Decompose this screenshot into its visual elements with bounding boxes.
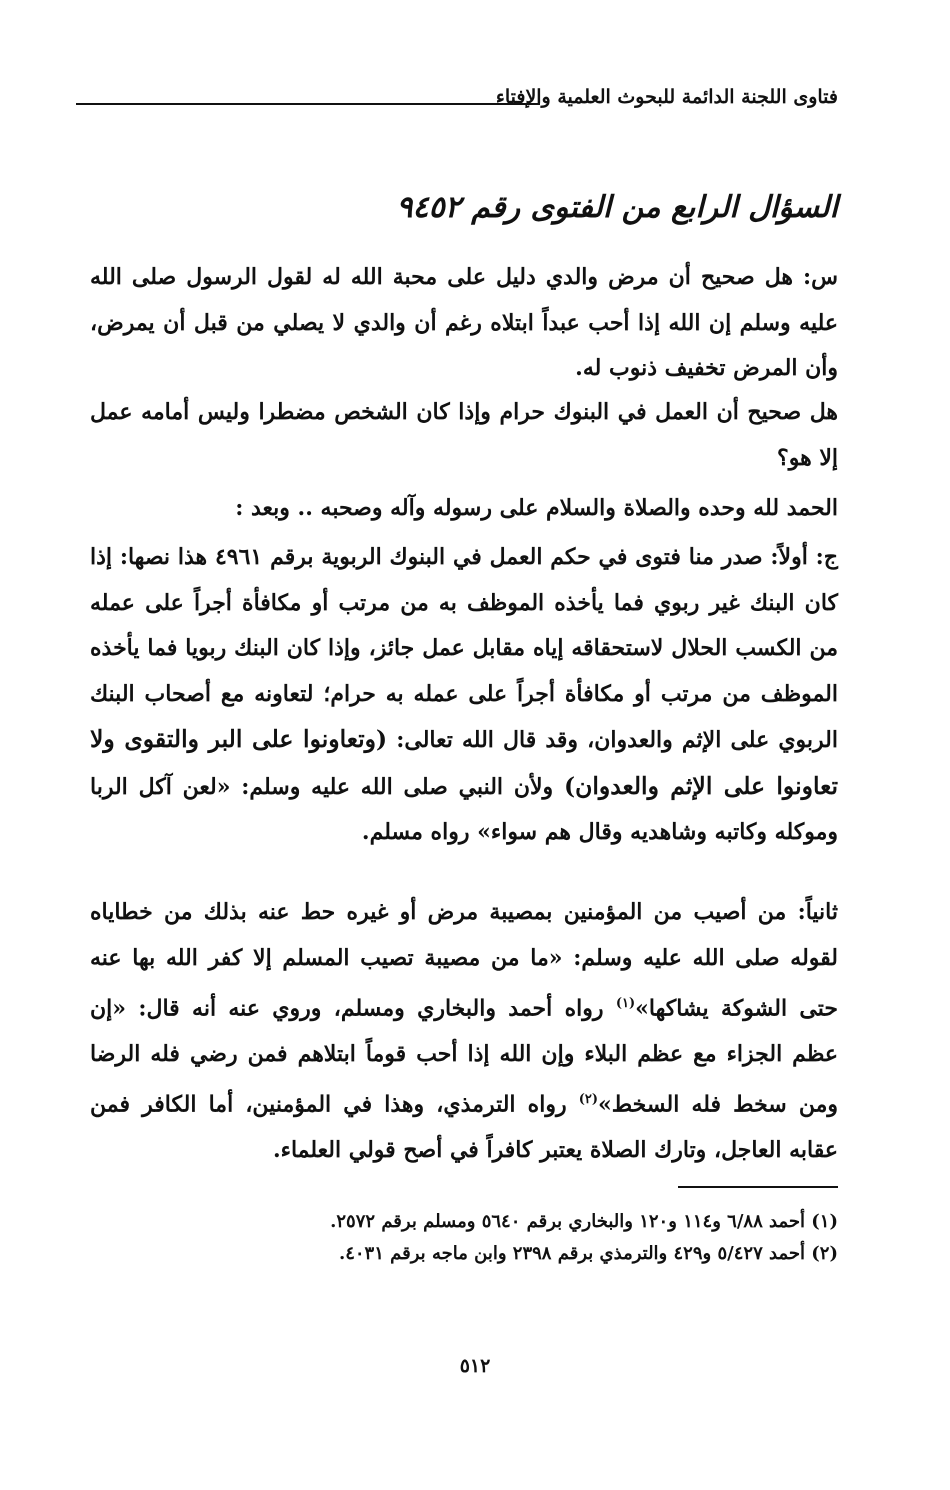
answer-second-text-continued: رواه أحمد والبخاري ومسلم، وروي عنه أنه قال: «إن عظم الجزاء مع عظم البلاء وإن الله إذا أحب قوماً ابتلاهم فمن رضي فله الرضا ومن سخط فله السخط»	[90, 995, 838, 1118]
answer-first-paragraph	[90, 535, 838, 856]
answer-second-text: ثانياً: من أصيب من المؤمنين بمصيبة مرض أو غيره حط عنه بذلك من خطاياه لقوله صلى الله عليه وسلم: «ما من مصيبة تصيب المسلم إلا كفر الله بها عنه حتى الشوكة يشاكها»	[90, 899, 838, 1022]
section-heading: السؤال الرابع من الفتوى رقم ٩٤٥٢	[396, 190, 838, 225]
footnote-ref-2: (٢)	[578, 1092, 599, 1108]
footnote-ref-1: (١)	[615, 996, 636, 1011]
answer-second-paragraph	[90, 890, 838, 1174]
answer-first-text: ج: أولاً: صدر منا فتوى في حكم العمل في البنوك الربوية برقم ٤٩٦١ هذا نصها: إذا كان البنك غير ربوي فما يأخذه الموظف به من مرتب أو مكافأة أجراً على عمله من الكسب الحلال لاستحقاقه إياه مقابل عمل جائز، وإذا كان البنك ربويا فما يأخذه الموظف من مرتب أو مكافأة أجراً على عمله به حرام؛ لتعاونه مع أصحاب البنك الربوي على الإثم والعدوان، وقد قال الله تعالى:	[90, 544, 839, 753]
header-rule	[76, 103, 540, 105]
question-paragraph-1: س: هل صحيح أن مرض والدي دليل على محبة الله له لقول الرسول صلى الله عليه وسلم إن الله إذا أحب عبداً ابتلاه رغم أن والدي لا يصلي من قبل أن يمرض، وأن المرض تخفيف ذنوب له.	[90, 264, 838, 381]
quran-verse: (وتعاونوا على البر والتقوى ولا تعاونوا على الإثم والعدوان)	[90, 725, 838, 800]
answer-first-text-continued: ولأن النبي صلى الله عليه وسلم: «لعن آكل الربا وموكله وكاتبه وشاهديه وقال هم سواء» رواه مسلم.	[90, 773, 838, 845]
answer-opening: الحمد لله وحده والصلاة والسلام على رسوله وآله وصحبه .. وبعد :	[235, 495, 838, 521]
running-header: فتاوى اللجنة الدائمة للبحوث العلمية والإفتاء	[495, 86, 838, 108]
footnote-separator	[678, 1186, 838, 1188]
question-paragraph-2: هل صحيح أن العمل في البنوك حرام وإذا كان الشخص مضطرا وليس أمامه عمل إلا هو؟	[90, 399, 838, 471]
footnotes	[90, 1206, 838, 1270]
answer-second-text-end: رواه الترمذي، وهذا في المؤمنين، أما الكافر فمن عقابه العاجل، وتارك الصلاة يعتبر كافراً في أصح قولي العلماء.	[90, 1091, 838, 1164]
footnote-1: (١) أحمد ٦/٨٨ و١١٤ و١٢٠ والبخاري برقم ٥٦٤٠ ومسلم برقم ٢٥٧٢.	[330, 1211, 838, 1232]
footnote-2: (٢) أحمد ٥/٤٢٧ و٤٢٩ والترمذي برقم ٢٣٩٨ وابن ماجه برقم ٤٠٣١.	[338, 1243, 838, 1264]
page-number: ٥١٢	[459, 1355, 491, 1377]
